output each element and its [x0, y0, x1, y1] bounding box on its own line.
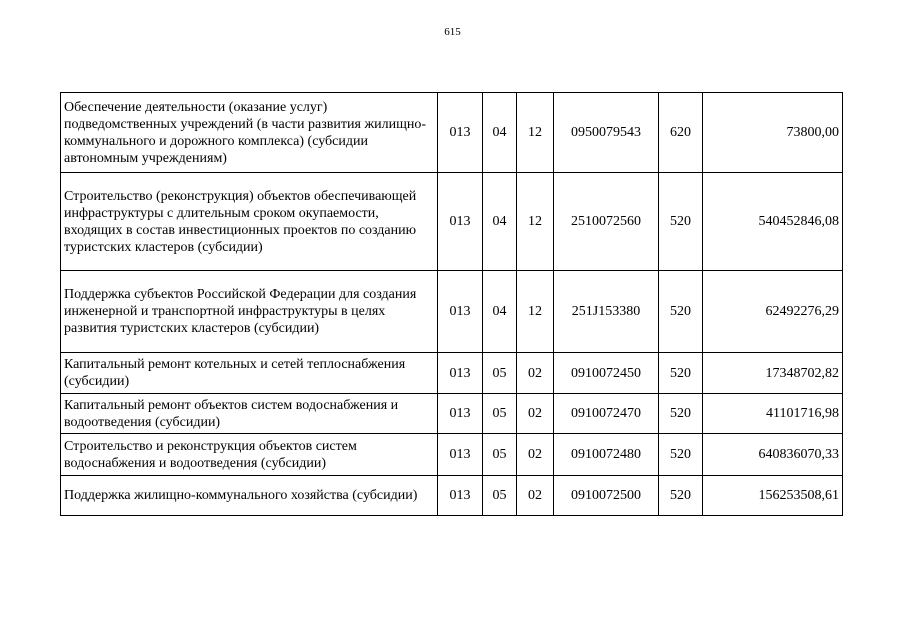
- budget-table: [60, 92, 843, 516]
- subsection-code: 02: [517, 476, 554, 516]
- table-row: [61, 353, 843, 394]
- target-code: 0910072500: [554, 476, 659, 516]
- target-code: 0910072450: [554, 353, 659, 394]
- expense-type-code: 520: [659, 271, 703, 353]
- row-name: Капитальный ремонт котельных и сетей теплоснабжения (субсидии): [61, 353, 438, 394]
- ministry-code: 013: [438, 476, 483, 516]
- expense-type-code: 520: [659, 394, 703, 434]
- expense-type-code: 520: [659, 434, 703, 476]
- target-code: 2510072560: [554, 173, 659, 271]
- expense-type-code: 520: [659, 173, 703, 271]
- ministry-code: 013: [438, 394, 483, 434]
- expense-type-code: 620: [659, 93, 703, 173]
- subsection-code: 02: [517, 353, 554, 394]
- amount: 73800,00: [703, 93, 843, 173]
- section-code: 04: [483, 271, 517, 353]
- page-number: 615: [444, 26, 461, 38]
- table-row: [61, 271, 843, 353]
- table-row: [61, 476, 843, 516]
- expense-type-code: 520: [659, 476, 703, 516]
- row-name: Поддержка субъектов Российской Федерации для создания инженерной и транспортной инфраструктуры в целях развития туристских кластеров (субсидии): [61, 271, 438, 353]
- row-name: Обеспечение деятельности (оказание услуг) подведомственных учреждений (в части развития жилищно-коммунального и дорожного комплекса) (субсидии автономным учреждениям): [61, 93, 438, 173]
- amount: 41101716,98: [703, 394, 843, 434]
- ministry-code: 013: [438, 353, 483, 394]
- section-code: 05: [483, 476, 517, 516]
- section-code: 04: [483, 93, 517, 173]
- row-name: Поддержка жилищно-коммунального хозяйства (субсидии): [61, 476, 438, 516]
- subsection-code: 02: [517, 394, 554, 434]
- ministry-code: 013: [438, 93, 483, 173]
- section-code: 05: [483, 434, 517, 476]
- ministry-code: 013: [438, 434, 483, 476]
- target-code: 0910072470: [554, 394, 659, 434]
- amount: 640836070,33: [703, 434, 843, 476]
- subsection-code: 12: [517, 173, 554, 271]
- amount: 540452846,08: [703, 173, 843, 271]
- section-code: 05: [483, 394, 517, 434]
- subsection-code: 02: [517, 434, 554, 476]
- amount: 62492276,29: [703, 271, 843, 353]
- row-name: Строительство и реконструкция объектов систем водоснабжения и водоотведения (субсидии): [61, 434, 438, 476]
- table-row: [61, 434, 843, 476]
- row-name: Строительство (реконструкция) объектов обеспечивающей инфраструктуры с длительным сроком окупаемости, входящих в состав инвестиционных проектов по созданию туристских кластеров (субсидии): [61, 173, 438, 271]
- target-code: 0950079543: [554, 93, 659, 173]
- subsection-code: 12: [517, 271, 554, 353]
- section-code: 04: [483, 173, 517, 271]
- row-name: Капитальный ремонт объектов систем водоснабжения и водоотведения (субсидии): [61, 394, 438, 434]
- expense-type-code: 520: [659, 353, 703, 394]
- ministry-code: 013: [438, 271, 483, 353]
- table-row: [61, 173, 843, 271]
- section-code: 05: [483, 353, 517, 394]
- table-row: [61, 93, 843, 173]
- table-row: [61, 394, 843, 434]
- subsection-code: 12: [517, 93, 554, 173]
- target-code: 251J153380: [554, 271, 659, 353]
- amount: 17348702,82: [703, 353, 843, 394]
- target-code: 0910072480: [554, 434, 659, 476]
- amount: 156253508,61: [703, 476, 843, 516]
- ministry-code: 013: [438, 173, 483, 271]
